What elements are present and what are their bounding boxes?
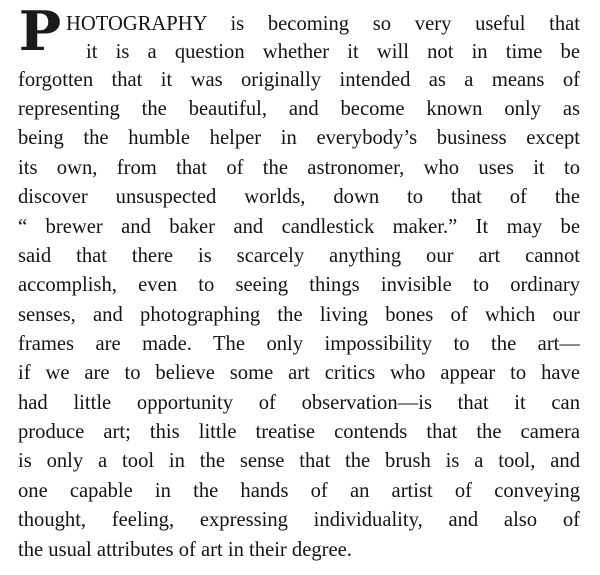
text-line-2: it is a question whether it will not in time be	[86, 41, 580, 63]
text-line-15: produce art; this little treatise contends that the camera	[18, 421, 580, 443]
text-line-10: accomplish, even to seeing things invisible to ordinary	[18, 274, 580, 296]
text-line-4: representing the beautiful, and become known only as	[18, 98, 580, 120]
text-line-19: the usual attributes of art in their degree.	[18, 539, 352, 561]
text-line-13: if we are to believe some art critics who appear to have	[18, 362, 580, 384]
text-line-18: thought, feeling, expressing individuality, and also of	[18, 509, 580, 531]
text-line-9: said that there is scarcely anything our art cannot	[18, 245, 580, 267]
text-line-3: forgotten that it was originally intended as a means of	[18, 69, 580, 91]
text-line-6: its own, from that of the astronomer, who uses it to	[18, 157, 580, 179]
drop-cap-initial: P	[18, 0, 62, 63]
text-line-16: is only a tool in the sense that the brush is a tool, and	[18, 450, 580, 472]
text-line-11: senses, and photographing the living bones of which our	[18, 304, 580, 326]
text-line-14: had little opportunity of observation—is that it can	[18, 392, 580, 414]
text-line-7: discover unsuspected worlds, down to that of the	[18, 186, 580, 208]
text-line-12: frames are made. The only impossibility to the art—	[18, 333, 580, 355]
text-line-17: one capable in the hands of an artist of conveying	[18, 480, 580, 502]
text-line-5: being the humble helper in everybody’s business except	[18, 127, 580, 149]
text-line-1: HOTOGRAPHY is becoming so very useful that	[66, 13, 580, 35]
text-line-8: “ brewer and baker and candlestick maker.” It may be	[18, 216, 580, 238]
